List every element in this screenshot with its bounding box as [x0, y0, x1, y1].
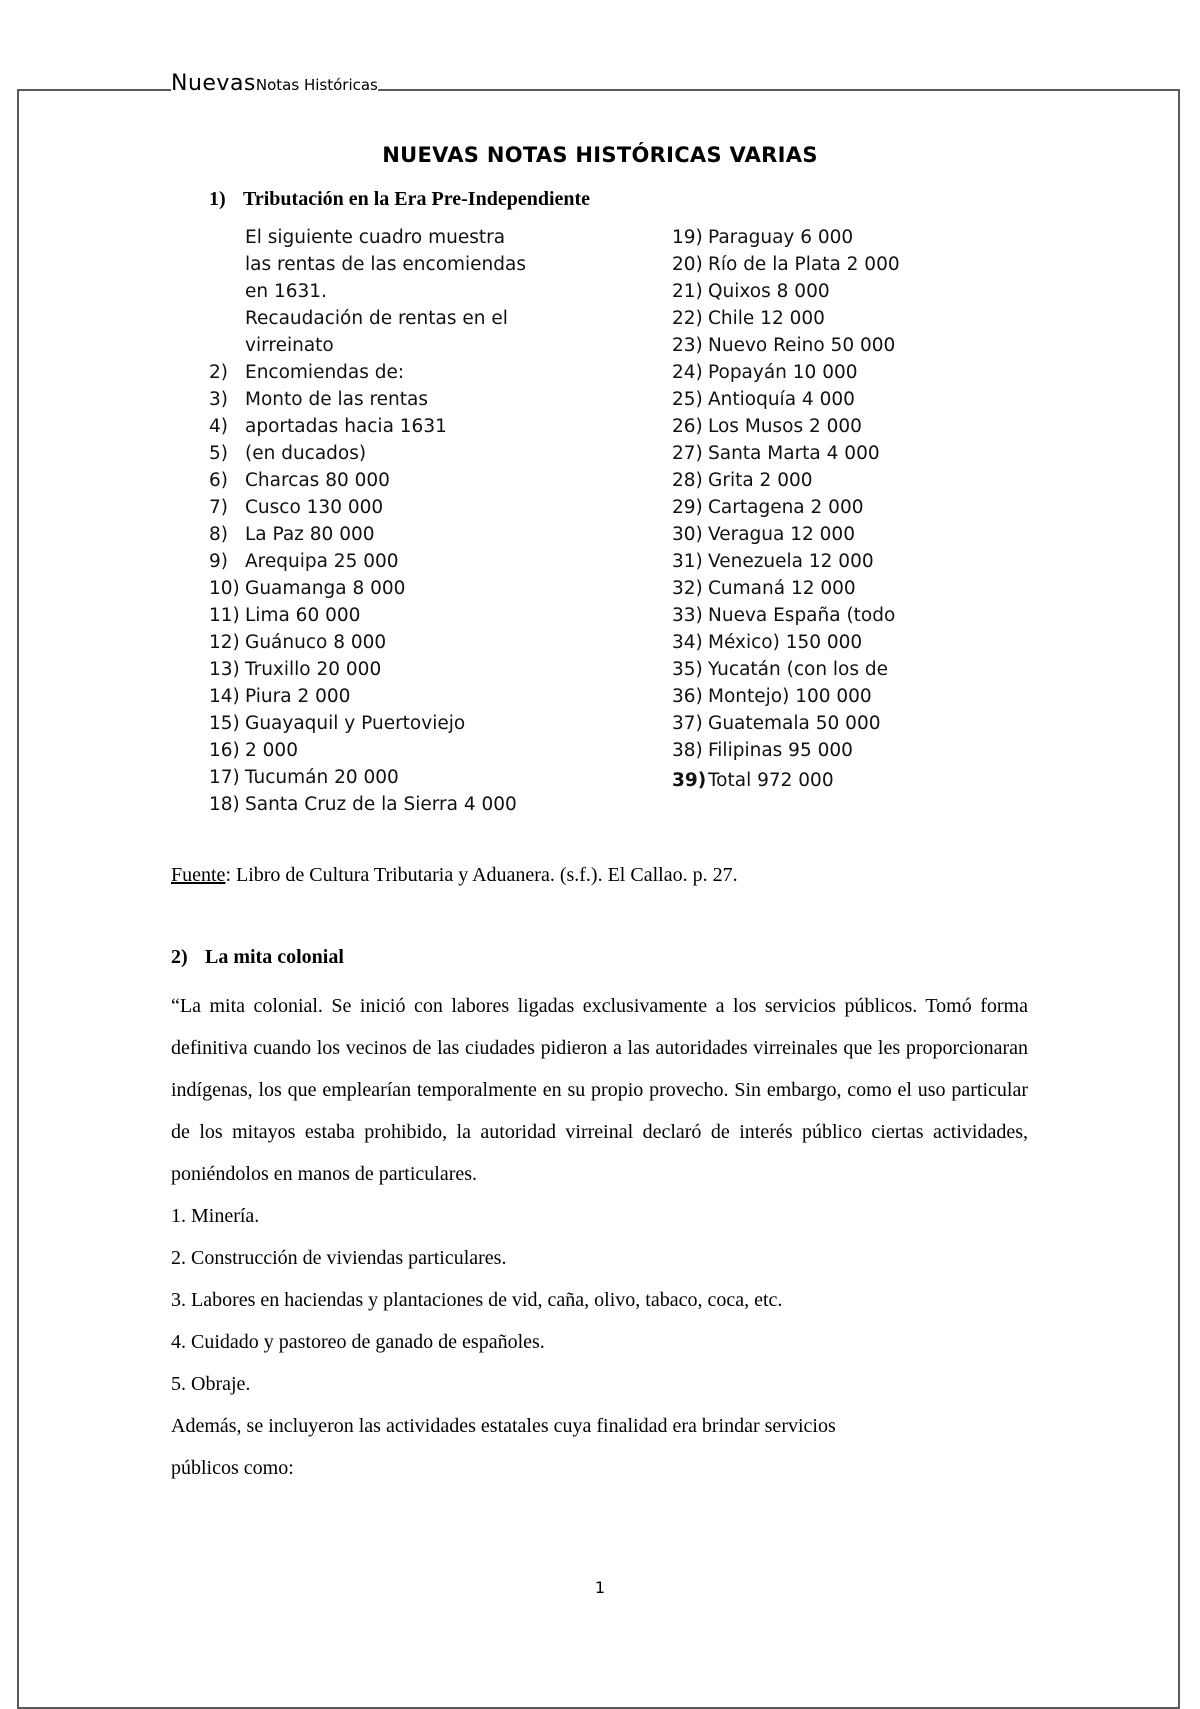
source-label: Fuente: [171, 864, 226, 886]
item-text: Monto de las rentas: [245, 389, 428, 410]
section-2-body: [171, 985, 1028, 1489]
list-item: [672, 683, 1002, 710]
item-number: 2): [209, 362, 228, 383]
activity-list-item: 1. Minería.: [171, 1205, 260, 1227]
item-number: 18): [209, 794, 240, 815]
item-text: Chile 12 000: [708, 308, 825, 329]
list-item: [672, 521, 1002, 548]
section-2-heading: [171, 946, 344, 969]
list-item: [209, 683, 679, 710]
section-2-paragraph: “La mita colonial. Se inició con labores ligadas exclusivamente a los servicios públicos. Tomó forma definitiva cuando los vecinos de las ciudades pidieron a las autoridades virreinales que les proporcionaran indígenas, los que emplearían temporalmente en su propio provecho. Sin embargo, como el uso particular de los mitayos estaba prohibido, la autoridad virreinal declaró de interés público ciertas actividades, poniéndolos en manos de particulares.: [171, 995, 1028, 1185]
item-text: Cusco 130 000: [245, 497, 384, 518]
list-item: [672, 656, 1002, 683]
list-item: [209, 278, 679, 305]
item-text: Nuevo Reino 50 000: [708, 335, 896, 356]
list-item: [209, 764, 679, 791]
list-item: [209, 386, 679, 413]
page-number: 1: [594, 1578, 606, 1597]
item-text: Encomiendas de:: [245, 362, 405, 383]
item-text: Filipinas 95 000: [708, 740, 853, 761]
item-number: [209, 278, 245, 305]
source-citation: [171, 864, 738, 887]
list-item: [209, 440, 679, 467]
list-item: [209, 710, 679, 737]
item-number: 38): [672, 740, 703, 761]
item-number: 10): [209, 578, 240, 599]
rents-list-right: [672, 224, 1002, 797]
section-2-number: 2): [171, 946, 188, 968]
item-number: 36): [672, 686, 703, 707]
running-header: [171, 73, 378, 95]
activity-list-item: 3. Labores en haciendas y plantaciones de vid, caña, olivo, tabaco, coca, etc.: [171, 1289, 783, 1311]
list-item: [672, 440, 1002, 467]
list-item: [672, 710, 1002, 737]
list-item: [209, 413, 679, 440]
item-number: 22): [672, 308, 703, 329]
item-number: 26): [672, 416, 703, 437]
item-number: 11): [209, 605, 240, 626]
list-item: [672, 602, 1002, 629]
item-text: 2 000: [245, 740, 298, 761]
list-item: [209, 224, 679, 251]
item-text: Yucatán (con los de: [708, 659, 889, 680]
list-item: [209, 494, 679, 521]
item-text: Popayán 10 000: [708, 362, 858, 383]
total-number: 39): [672, 770, 707, 791]
list-item: [672, 386, 1002, 413]
item-number: 15): [209, 713, 240, 734]
item-number: 29): [672, 497, 703, 518]
item-number: 24): [672, 362, 703, 383]
item-text: La Paz 80 000: [245, 524, 375, 545]
item-number: 19): [672, 227, 703, 248]
item-text: Río de la Plata 2 000: [708, 254, 900, 275]
item-text: Antioquía 4 000: [708, 389, 855, 410]
list-item: [209, 467, 679, 494]
list-item: [672, 575, 1002, 602]
list-item: [209, 575, 679, 602]
item-text: virreinato: [245, 335, 334, 356]
item-text: Venezuela 12 000: [708, 551, 874, 572]
item-text: Santa Cruz de la Sierra 4 000: [245, 794, 517, 815]
item-number: 28): [672, 470, 703, 491]
item-text: Guayaquil y Puertoviejo: [245, 713, 466, 734]
item-text: en 1631.: [245, 281, 327, 302]
closing-line: públicos como:: [171, 1457, 294, 1479]
list-item: [209, 629, 679, 656]
item-number: 9): [209, 551, 228, 572]
section-1-heading: [209, 188, 590, 211]
list-item: [672, 278, 1002, 305]
item-number: 17): [209, 767, 240, 788]
list-item: [672, 737, 1002, 764]
list-item: [209, 305, 679, 332]
item-number: 20): [672, 254, 703, 275]
item-text: México) 150 000: [708, 632, 863, 653]
item-text: Quixos 8 000: [708, 281, 830, 302]
item-number: 32): [672, 578, 703, 599]
item-number: 31): [672, 551, 703, 572]
item-number: [209, 251, 245, 278]
item-text: Tucumán 20 000: [245, 767, 399, 788]
item-text: Arequipa 25 000: [245, 551, 399, 572]
item-number: 16): [209, 740, 240, 761]
list-item: [209, 791, 679, 818]
item-number: [209, 305, 245, 332]
section-2-title: La mita colonial: [205, 946, 344, 968]
item-text: Lima 60 000: [245, 605, 361, 626]
source-text: : Libro de Cultura Tributaria y Aduanera. (s.f.). El Callao. p. 27.: [225, 864, 738, 886]
item-number: 4): [209, 416, 228, 437]
item-number: 23): [672, 335, 703, 356]
total-text: Total 972 000: [708, 770, 834, 791]
list-item: [672, 548, 1002, 575]
item-text: Charcas 80 000: [245, 470, 390, 491]
activity-list-item: 2. Construcción de viviendas particulares.: [171, 1247, 507, 1269]
item-number: 5): [209, 443, 228, 464]
item-text: Guánuco 8 000: [245, 632, 387, 653]
item-number: 34): [672, 632, 703, 653]
running-header-small: Notas Históricas: [255, 76, 378, 94]
list-item: [672, 629, 1002, 656]
activity-list-item: 4. Cuidado y pastoreo de ganado de españoles.: [171, 1331, 545, 1353]
item-text: Montejo) 100 000: [708, 686, 872, 707]
item-text: (en ducados): [245, 443, 367, 464]
item-text: Guamanga 8 000: [245, 578, 406, 599]
list-item: [209, 548, 679, 575]
item-number: 21): [672, 281, 703, 302]
list-item: [672, 413, 1002, 440]
closing-line: Además, se incluyeron las actividades estatales cuya finalidad era brindar servicios: [171, 1415, 836, 1437]
item-text: Truxillo 20 000: [245, 659, 382, 680]
item-number: [209, 332, 245, 359]
item-number: 35): [672, 659, 703, 680]
item-number: 14): [209, 686, 240, 707]
list-item: [672, 467, 1002, 494]
running-header-big: Nuevas: [171, 71, 256, 96]
item-number: 12): [209, 632, 240, 653]
list-item: [209, 737, 679, 764]
list-item: [209, 656, 679, 683]
item-text: Grita 2 000: [708, 470, 813, 491]
activity-list-item: 5. Obraje.: [171, 1373, 251, 1395]
rents-list-left: [209, 224, 679, 818]
section-1-title: Tributación en la Era Pre-Independiente: [243, 188, 591, 210]
list-item: [209, 359, 679, 386]
section-1-number: 1): [209, 188, 226, 210]
item-number: 3): [209, 389, 228, 410]
item-number: 6): [209, 470, 228, 491]
total-row: [672, 764, 1002, 797]
item-number: 33): [672, 605, 703, 626]
list-item: [672, 305, 1002, 332]
list-item: [209, 251, 679, 278]
item-number: 30): [672, 524, 703, 545]
item-text: las rentas de las encomiendas: [245, 254, 526, 275]
list-item: [672, 359, 1002, 386]
document-title: NUEVAS NOTAS HISTÓRICAS VARIAS: [382, 143, 818, 167]
item-number: 8): [209, 524, 228, 545]
item-text: Veragua 12 000: [708, 524, 855, 545]
item-text: Recaudación de rentas en el: [245, 308, 508, 329]
list-item: [672, 251, 1002, 278]
item-text: El siguiente cuadro muestra: [245, 227, 506, 248]
list-item: [209, 602, 679, 629]
item-number: 13): [209, 659, 240, 680]
item-text: Los Musos 2 000: [708, 416, 862, 437]
item-number: 7): [209, 497, 228, 518]
item-text: Santa Marta 4 000: [708, 443, 880, 464]
item-text: aportadas hacia 1631: [245, 416, 447, 437]
list-item: [672, 332, 1002, 359]
item-text: Cumaná 12 000: [708, 578, 856, 599]
item-number: 37): [672, 713, 703, 734]
item-text: Guatemala 50 000: [708, 713, 881, 734]
item-number: [209, 224, 245, 251]
item-text: Cartagena 2 000: [708, 497, 864, 518]
list-item: [209, 521, 679, 548]
item-number: 25): [672, 389, 703, 410]
item-text: Nueva España (todo: [708, 605, 896, 626]
item-text: Paraguay 6 000: [708, 227, 854, 248]
list-item: [209, 332, 679, 359]
list-item: [672, 494, 1002, 521]
list-item: [672, 224, 1002, 251]
item-text: Piura 2 000: [245, 686, 351, 707]
item-number: 27): [672, 443, 703, 464]
